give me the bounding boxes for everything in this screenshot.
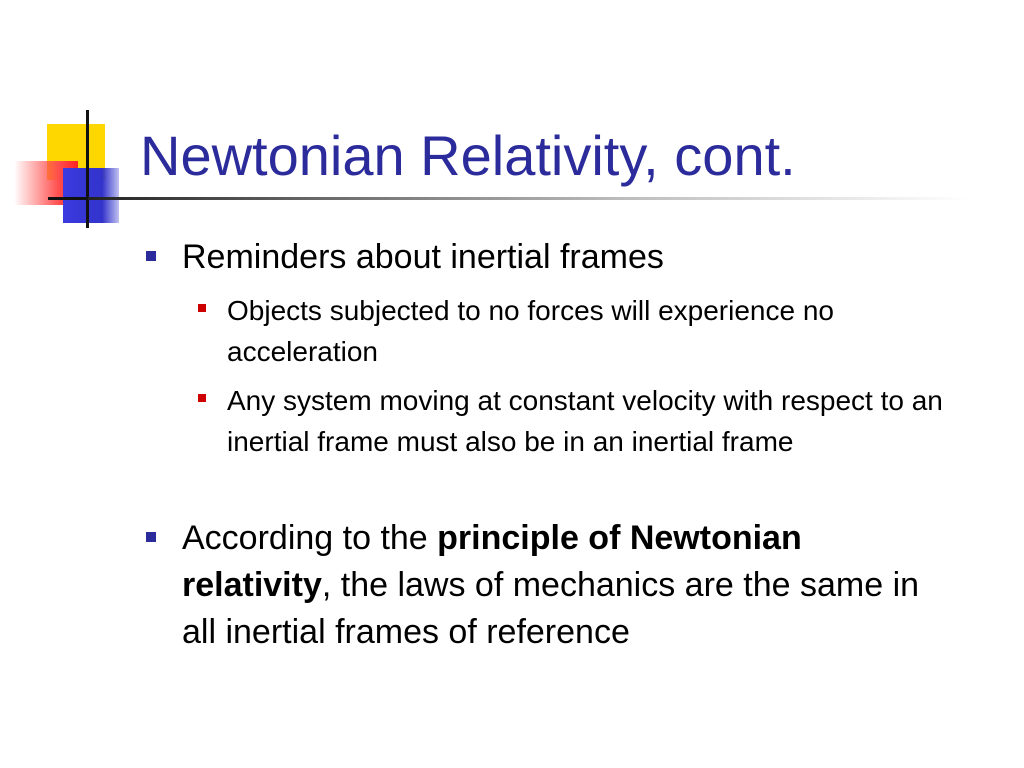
bullet-text-before: According to the [182, 519, 438, 557]
title-underline [88, 197, 968, 200]
vertical-line-shape [86, 110, 89, 228]
blue-square-shape [63, 168, 119, 223]
bullet-text: Reminders about inertial frames [182, 238, 664, 276]
bullet-text-bold: principle of Newtonian relativity [182, 519, 802, 604]
bullet-square-icon [146, 532, 156, 542]
sub-bullet-constant-velocity [227, 380, 987, 462]
decorative-logo [0, 0, 160, 240]
sub-bullet-square-icon [198, 394, 206, 402]
sub-bullet-text: Objects subjected to no forces will experience no acceleration [227, 295, 834, 367]
bullet-text-after: , the laws of mechanics are the same in all inertial frames of reference [182, 566, 920, 651]
slide-title: Newtonian Relativity, cont. [140, 124, 796, 187]
sub-bullet-text: Any system moving at constant velocity with respect to an inertial frame must also be in an inertial frame [227, 385, 943, 457]
sub-bullet-no-forces [227, 290, 987, 372]
bullet-square-icon [146, 251, 156, 261]
bullet-newtonian-principle [182, 515, 922, 656]
bullet-inertial-frames [182, 234, 982, 281]
sub-bullet-square-icon [198, 304, 206, 312]
